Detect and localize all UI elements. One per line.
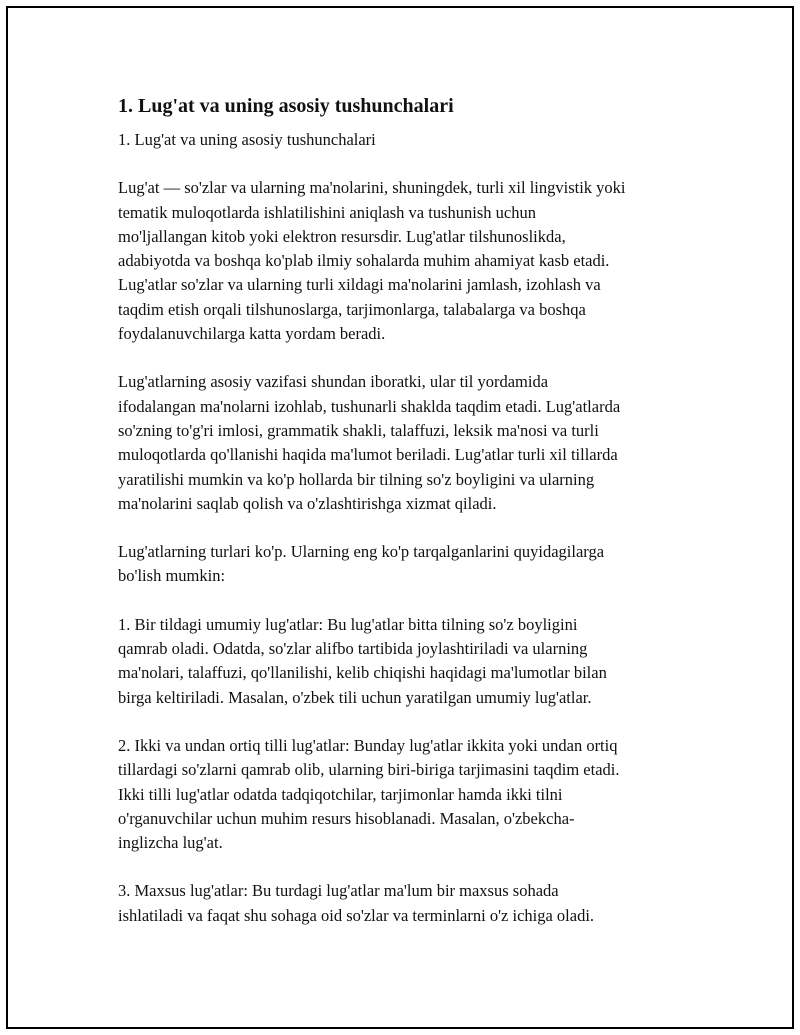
paragraph-line: ma'nolari, talaffuzi, qo'llanilishi, kelib chiqishi haqidagi ma'lumotlar bilan xyxy=(118,663,607,683)
document-body xyxy=(118,92,698,952)
paragraph-line: 3. Maxsus lug'atlar: Bu turdagi lug'atlar ma'lum bir maxsus sohada xyxy=(118,881,559,901)
paragraph-line: 1. Lug'at va uning asosiy tushunchalari xyxy=(118,130,376,149)
paragraph xyxy=(118,176,698,346)
paragraph-line: inglizcha lug'at. xyxy=(118,833,223,853)
paragraph-line: mo'ljallangan kitob yoki elektron resursdir. Lug'atlar tilshunoslikda, xyxy=(118,226,566,246)
paragraph-line: birga keltiriladi. Masalan, o'zbek tili uchun yaratilgan umumiy lug'atlar. xyxy=(118,687,592,707)
paragraph-line: ma'nolarini saqlab qolish va o'zlashtirishga xizmat qiladi. xyxy=(118,493,497,513)
paragraph-line: muloqotlarda qo'llanishi haqida ma'lumot beriladi. Lug'atlar turli xil tillarda xyxy=(118,445,618,465)
paragraph xyxy=(118,613,698,710)
paragraph-line: Ikki tilli lug'atlar odatda tadqiqotchilar, tarjimonlar hamda ikki tilni xyxy=(118,784,563,804)
paragraph-line: foydalanuvchilarga katta yordam beradi. xyxy=(118,324,386,344)
paragraph-line: Lug'atlarning asosiy vazifasi shundan iboratki, ular til yordamida xyxy=(118,372,549,392)
paragraph-line: Lug'at — so'zlar va ularning ma'nolarini, shuningdek, turli xil lingvistik yoki xyxy=(118,178,626,198)
paragraph-line: taqdim etish orqali tilshunoslarga, tarjimonlarga, talabalarga va boshqa xyxy=(118,299,586,319)
paragraph-line: bo'lish mumkin: xyxy=(118,566,226,586)
paragraph-line: ifodalangan ma'nolarni izohlab, tushunarli shaklda taqdim etadi. Lug'atlarda xyxy=(118,396,621,416)
paragraph xyxy=(118,734,698,855)
paragraph xyxy=(118,879,698,928)
paragraph xyxy=(118,128,698,152)
paragraph-line: yaratilishi mumkin va ko'p hollarda bir tilning so'z boyligini va ularning xyxy=(118,469,595,489)
paragraph-line: Lug'atlar so'zlar va ularning turli xildagi ma'nolarini jamlash, izohlash va xyxy=(118,275,601,295)
paragraph-line: ishlatiladi va faqat shu sohaga oid so'zlar va terminlarni o'z ichiga oladi. xyxy=(118,905,595,925)
paragraph-line: tematik muloqotlarda ishlatilishini aniqlash va tushunish uchun xyxy=(118,202,536,222)
paragraph-line: qamrab oladi. Odatda, so'zlar alifbo tartibida joylashtiriladi va ularning xyxy=(118,639,588,659)
paragraph-line: adabiyotda va boshqa ko'plab ilmiy sohalarda muhim ahamiyat kasb etadi. xyxy=(118,251,610,271)
paragraph xyxy=(118,370,698,516)
paragraph xyxy=(118,540,698,589)
paragraph-line: so'zning to'g'ri imlosi, grammatik shakli, talaffuzi, leksik ma'nosi va turli xyxy=(118,420,599,440)
paragraph-line: tillardagi so'zlarni qamrab olib, ularning biri-biriga tarjimasini taqdim etadi. xyxy=(118,760,620,780)
paragraph-line: o'rganuvchilar uchun muhim resurs hisoblanadi. Masalan, o'zbekcha- xyxy=(118,808,575,828)
paragraph-line: 2. Ikki va undan ortiq tilli lug'atlar: Bunday lug'atlar ikkita yoki undan ortiq xyxy=(118,735,618,755)
paragraph-line: 1. Bir tildagi umumiy lug'atlar: Bu lug'atlar bitta tilning so'z boyligini xyxy=(118,614,578,634)
paragraph-line: Lug'atlarning turlari ko'p. Ularning eng ko'p tarqalganlarini quyidagilarga xyxy=(118,542,605,562)
paragraph-list xyxy=(118,128,698,928)
document-heading: 1. Lug'at va uning asosiy tushunchalari xyxy=(118,95,454,117)
